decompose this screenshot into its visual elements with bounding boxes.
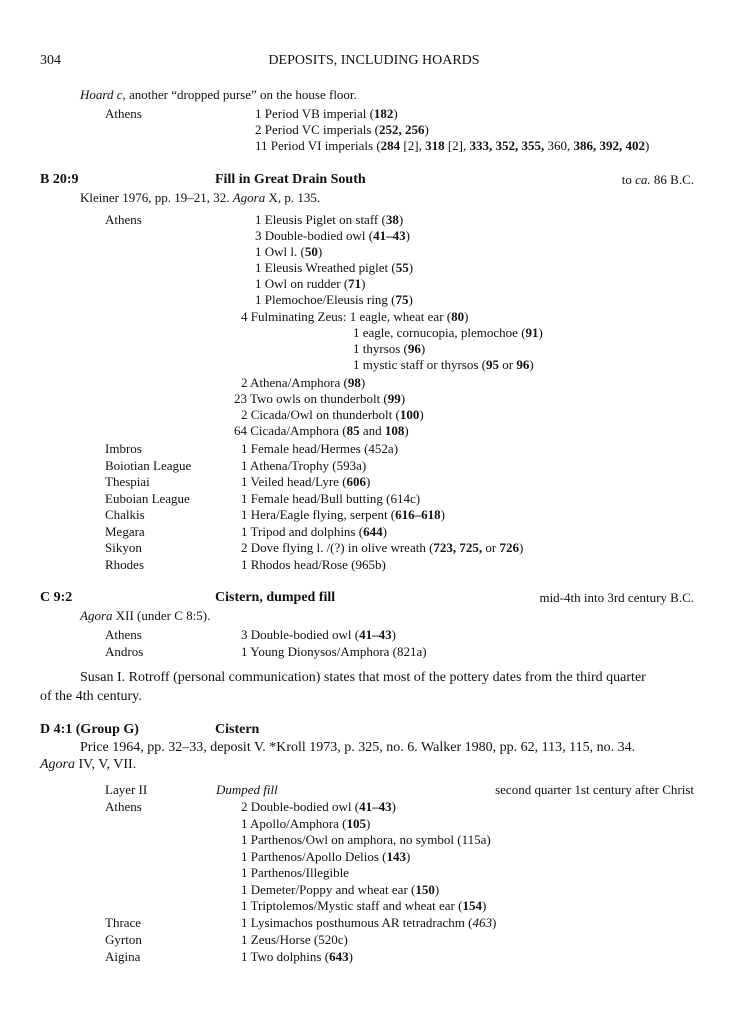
deposit-title: Cistern xyxy=(215,722,260,737)
coin-entry xyxy=(234,423,409,439)
text-run: 1 Rhodos head/Rose (965b) xyxy=(241,557,386,572)
text-run: 726 xyxy=(499,540,520,555)
text-run: 1 Two dolphins ( xyxy=(241,949,330,964)
text-run: [2], xyxy=(444,138,470,153)
text-run: 643 xyxy=(329,949,349,964)
text-run: 318 xyxy=(425,138,445,153)
coin-entry xyxy=(241,816,370,832)
text-run: 75 xyxy=(395,292,409,307)
coin-entry xyxy=(255,228,410,244)
text-run: 1 Veiled head/Lyre ( xyxy=(241,474,347,489)
coin-entry xyxy=(241,627,396,643)
text-run: B.C. xyxy=(670,172,694,187)
text-run: ) xyxy=(361,276,366,291)
place-label: Athens xyxy=(105,212,142,227)
coin-entry xyxy=(241,865,349,881)
text-run: 99 xyxy=(387,391,401,406)
place-label: Sikyon xyxy=(105,540,142,555)
text-run: 154 xyxy=(462,898,482,913)
place-label: Thespiai xyxy=(105,474,150,489)
text-run: ) xyxy=(393,106,398,121)
coin-entry-sub xyxy=(353,325,543,341)
text-run: ) xyxy=(360,375,366,390)
text-run: 95 xyxy=(486,357,499,372)
coin-entry xyxy=(241,524,387,540)
text-run: 723, 725, xyxy=(433,540,483,555)
text-run: Agora xyxy=(40,757,75,772)
place-label: Megara xyxy=(105,524,145,539)
text-run: 1 Parthenos/Apollo Delios ( xyxy=(241,849,387,864)
text-run: 143 xyxy=(386,849,407,864)
text-run: 91 xyxy=(525,325,539,340)
text-run: ) xyxy=(491,915,497,930)
text-run: mid-4th into 3rd century xyxy=(539,590,671,605)
text-run: ) xyxy=(440,507,445,522)
text-run: ) xyxy=(419,407,424,422)
coin-entry xyxy=(241,949,353,965)
coin-entry xyxy=(241,507,445,523)
text-run: ) xyxy=(391,799,396,814)
coin-entry xyxy=(241,309,468,325)
text-run: ) xyxy=(348,949,353,964)
text-run: 1 Athena/Trophy (593a) xyxy=(241,458,367,473)
text-run: 2 Double-bodied owl ( xyxy=(241,799,360,814)
text-run: 96 xyxy=(407,341,421,356)
place-label: Chalkis xyxy=(105,507,145,522)
coin-entry xyxy=(241,458,366,474)
text-run: 150 xyxy=(415,882,435,897)
deposit-date xyxy=(622,172,694,188)
coin-entry xyxy=(234,391,405,407)
text-run: 55 xyxy=(395,260,409,275)
text-run: 1 Demeter/Poppy and wheat ear ( xyxy=(241,882,416,897)
coin-entry xyxy=(241,799,396,815)
text-run: 1 Triptolemos/Mystic staff and wheat ear ( xyxy=(241,898,463,913)
text-run: IV, V, VII. xyxy=(75,757,137,772)
text-run: ) xyxy=(645,138,650,153)
coin-entry xyxy=(241,915,496,931)
text-run: ) xyxy=(365,816,371,831)
text-run: 1 thyrsos ( xyxy=(353,341,408,356)
text-run: ) xyxy=(400,391,406,406)
coin-entry-sub xyxy=(353,357,534,373)
text-run: ) xyxy=(404,423,409,438)
deposit-code: B 20:9 xyxy=(40,172,79,187)
text-run: ) xyxy=(366,474,371,489)
text-run: , another “dropped purse” on the house floor. xyxy=(122,87,357,102)
coin-entry xyxy=(241,849,410,865)
running-title: DEPOSITS, INCLUDING HOARDS xyxy=(268,53,480,68)
text-run: 1 Lysimachos posthumous AR tetradrachm ( xyxy=(241,915,473,930)
deposit-date xyxy=(539,590,694,606)
text-run: ) xyxy=(317,244,323,259)
text-run: 1 Parthenos/Illegible xyxy=(241,865,349,880)
text-run: 71 xyxy=(348,276,362,291)
place-label: Rhodes xyxy=(105,557,144,572)
text-run: ) xyxy=(408,260,414,275)
hoard-c-intro xyxy=(80,87,357,103)
text-run: [2], xyxy=(400,138,426,153)
text-run: 1 Plemochoe/Eleusis ring ( xyxy=(255,292,396,307)
hoard-c-entry xyxy=(255,106,398,122)
deposit-code: C 9:2 xyxy=(40,590,73,605)
text-run: ) xyxy=(434,882,440,897)
text-run: ) xyxy=(398,212,404,227)
deposit-title: Cistern, dumped fill xyxy=(215,590,336,605)
text-run: 98 xyxy=(347,375,361,390)
text-run: 23 Two owls on thunderbolt ( xyxy=(234,391,388,406)
text-run: ) xyxy=(391,627,396,642)
coin-entry xyxy=(241,491,420,507)
text-run: XII (under C 8:5). xyxy=(112,608,211,623)
text-run: 11 Period VI imperials ( xyxy=(255,138,381,153)
text-run: ) xyxy=(382,524,387,539)
place-label: Athens xyxy=(105,106,142,121)
place-label: Athens xyxy=(105,627,142,642)
place-label: Aigina xyxy=(105,949,141,964)
deposit-reference xyxy=(40,757,136,773)
text-run: 360, xyxy=(544,138,574,153)
deposit-note: of the 4th century. xyxy=(40,689,142,704)
text-run: 1 Hera/Eagle flying, serpent ( xyxy=(241,507,396,522)
text-run: B.C. xyxy=(670,590,694,605)
text-run: 1 mystic staff or thyrsos ( xyxy=(353,357,486,372)
deposit-reference: Price 1964, pp. 32–33, deposit V. *Kroll 1973, p. 325, no. 6. Walker 1980, pp. 62, 113, 115, no. 34. xyxy=(80,740,636,755)
text-run: 38 xyxy=(385,212,399,227)
deposit-title: Fill in Great Drain South xyxy=(215,172,366,187)
text-run: 1 Young Dionysos/Amphora (821a) xyxy=(241,644,427,659)
text-run: 1 Female head/Hermes (452a) xyxy=(241,441,399,456)
place-label: Euboian League xyxy=(105,491,190,506)
text-run: 80 xyxy=(451,309,465,324)
text-run: 2 Period VC imperials ( xyxy=(255,122,379,137)
text-run: ) xyxy=(481,898,487,913)
text-run: 1 Apollo/Amphora ( xyxy=(241,816,347,831)
place-label: Thrace xyxy=(105,915,142,930)
coin-entry xyxy=(241,540,523,556)
deposit-code: D 4:1 (Group G) xyxy=(40,722,139,737)
text-run: 2 Dove flying l. /(?) in olive wreath ( xyxy=(241,540,434,555)
text-run: ) xyxy=(464,309,469,324)
place-label: Andros xyxy=(105,644,144,659)
text-run: 1 Owl l. ( xyxy=(255,244,305,259)
text-run: ) xyxy=(406,849,411,864)
coin-entry xyxy=(241,474,370,490)
text-run: 606 xyxy=(346,474,367,489)
coin-entry xyxy=(241,882,439,898)
text-run: X, p. 135. xyxy=(265,190,321,205)
text-run: 2 Athena/Amphora ( xyxy=(241,375,348,390)
text-run: 50 xyxy=(304,244,318,259)
text-run: 1 Female head/Bull butting (614c) xyxy=(241,491,421,506)
text-run: 3 Double-bodied owl ( xyxy=(255,228,374,243)
hoard-c-entry xyxy=(255,122,429,138)
coin-entry xyxy=(255,244,322,260)
text-run: 1 Tripod and dolphins ( xyxy=(241,524,364,539)
text-run: 108 xyxy=(384,423,405,438)
text-run: 3 Double-bodied owl ( xyxy=(241,627,360,642)
coin-entry xyxy=(255,276,366,292)
hoard-c-entry xyxy=(255,138,649,154)
text-run: 96 xyxy=(516,357,530,372)
text-run: 1 eagle, cornucopia, plemochoe ( xyxy=(353,325,526,340)
text-run: ) xyxy=(529,357,534,372)
coin-entry xyxy=(255,260,413,276)
layer-fill-label: Dumped fill xyxy=(216,782,278,797)
layer-label: Layer II xyxy=(105,782,148,797)
text-run: 41–43 xyxy=(359,799,392,814)
text-run: 284 xyxy=(380,138,401,153)
deposit-reference xyxy=(80,190,320,206)
coin-entry xyxy=(241,832,491,848)
text-run: 100 xyxy=(399,407,420,422)
coin-entry-sub xyxy=(353,341,425,357)
text-run: ) xyxy=(424,122,429,137)
text-run: 1 Period VB imperial ( xyxy=(255,106,374,121)
text-run: ) xyxy=(420,341,426,356)
text-run: ca. xyxy=(635,172,651,187)
text-run: ) xyxy=(408,292,413,307)
text-run: 4 Fulminating Zeus: 1 eagle, wheat ear ( xyxy=(241,309,452,324)
text-run: Agora xyxy=(80,608,113,623)
text-run: 386, 392, 402 xyxy=(573,138,645,153)
text-run: 2 Cicada/Owl on thunderbolt ( xyxy=(241,407,400,422)
place-label: Athens xyxy=(105,799,142,814)
coin-entry xyxy=(255,212,403,228)
text-run: 85 xyxy=(346,423,360,438)
text-run: and xyxy=(359,423,385,438)
text-run: 616–618 xyxy=(395,507,441,522)
text-run: Kleiner 1976, pp. 19–21, 32. xyxy=(80,190,233,205)
text-run: ) xyxy=(538,325,543,340)
text-run: 86 xyxy=(650,172,671,187)
text-run: Agora xyxy=(232,190,266,205)
coin-entry xyxy=(241,375,365,391)
place-label: Boiotian League xyxy=(105,458,192,473)
coin-entry xyxy=(241,557,386,573)
coin-entry xyxy=(241,644,427,660)
text-run: ) xyxy=(519,540,524,555)
text-run: 1 Eleusis Piglet on staff ( xyxy=(255,212,386,227)
place-label: Gyrton xyxy=(105,932,142,947)
text-run: 182 xyxy=(373,106,394,121)
coin-entry xyxy=(255,292,413,308)
text-run: 644 xyxy=(363,524,383,539)
deposit-note: Susan I. Rotroff (personal communication) states that most of the pottery dates from the third quarter xyxy=(80,670,646,685)
text-run: to xyxy=(621,172,636,187)
text-run: 41–43 xyxy=(359,627,392,642)
layer-date: second quarter 1st century after Christ xyxy=(495,782,694,797)
text-run: 252, 256 xyxy=(378,122,425,137)
text-run: 105 xyxy=(346,816,366,831)
deposit-reference xyxy=(80,608,210,624)
place-label: Imbros xyxy=(105,441,142,456)
text-run: Hoard c xyxy=(80,87,123,102)
text-run: 41–43 xyxy=(373,228,406,243)
text-run: or xyxy=(499,357,517,372)
text-run: 1 Owl on rudder ( xyxy=(255,276,349,291)
coin-entry xyxy=(241,407,424,423)
page-number: 304 xyxy=(40,53,61,68)
text-run: 333, 352, 355, xyxy=(469,138,545,153)
text-run: 1 Eleusis Wreathed piglet ( xyxy=(255,260,396,275)
text-run: 64 Cicada/Amphora ( xyxy=(234,423,347,438)
text-run: ) xyxy=(405,228,410,243)
coin-entry xyxy=(241,932,348,948)
text-run: 1 Parthenos/Owl on amphora, no symbol (115a) xyxy=(241,832,491,847)
text-run: 1 Zeus/Horse (520c) xyxy=(241,932,348,947)
coin-entry xyxy=(241,441,398,457)
text-run: or xyxy=(482,540,500,555)
coin-entry xyxy=(241,898,486,914)
text-run: 463 xyxy=(472,915,492,930)
